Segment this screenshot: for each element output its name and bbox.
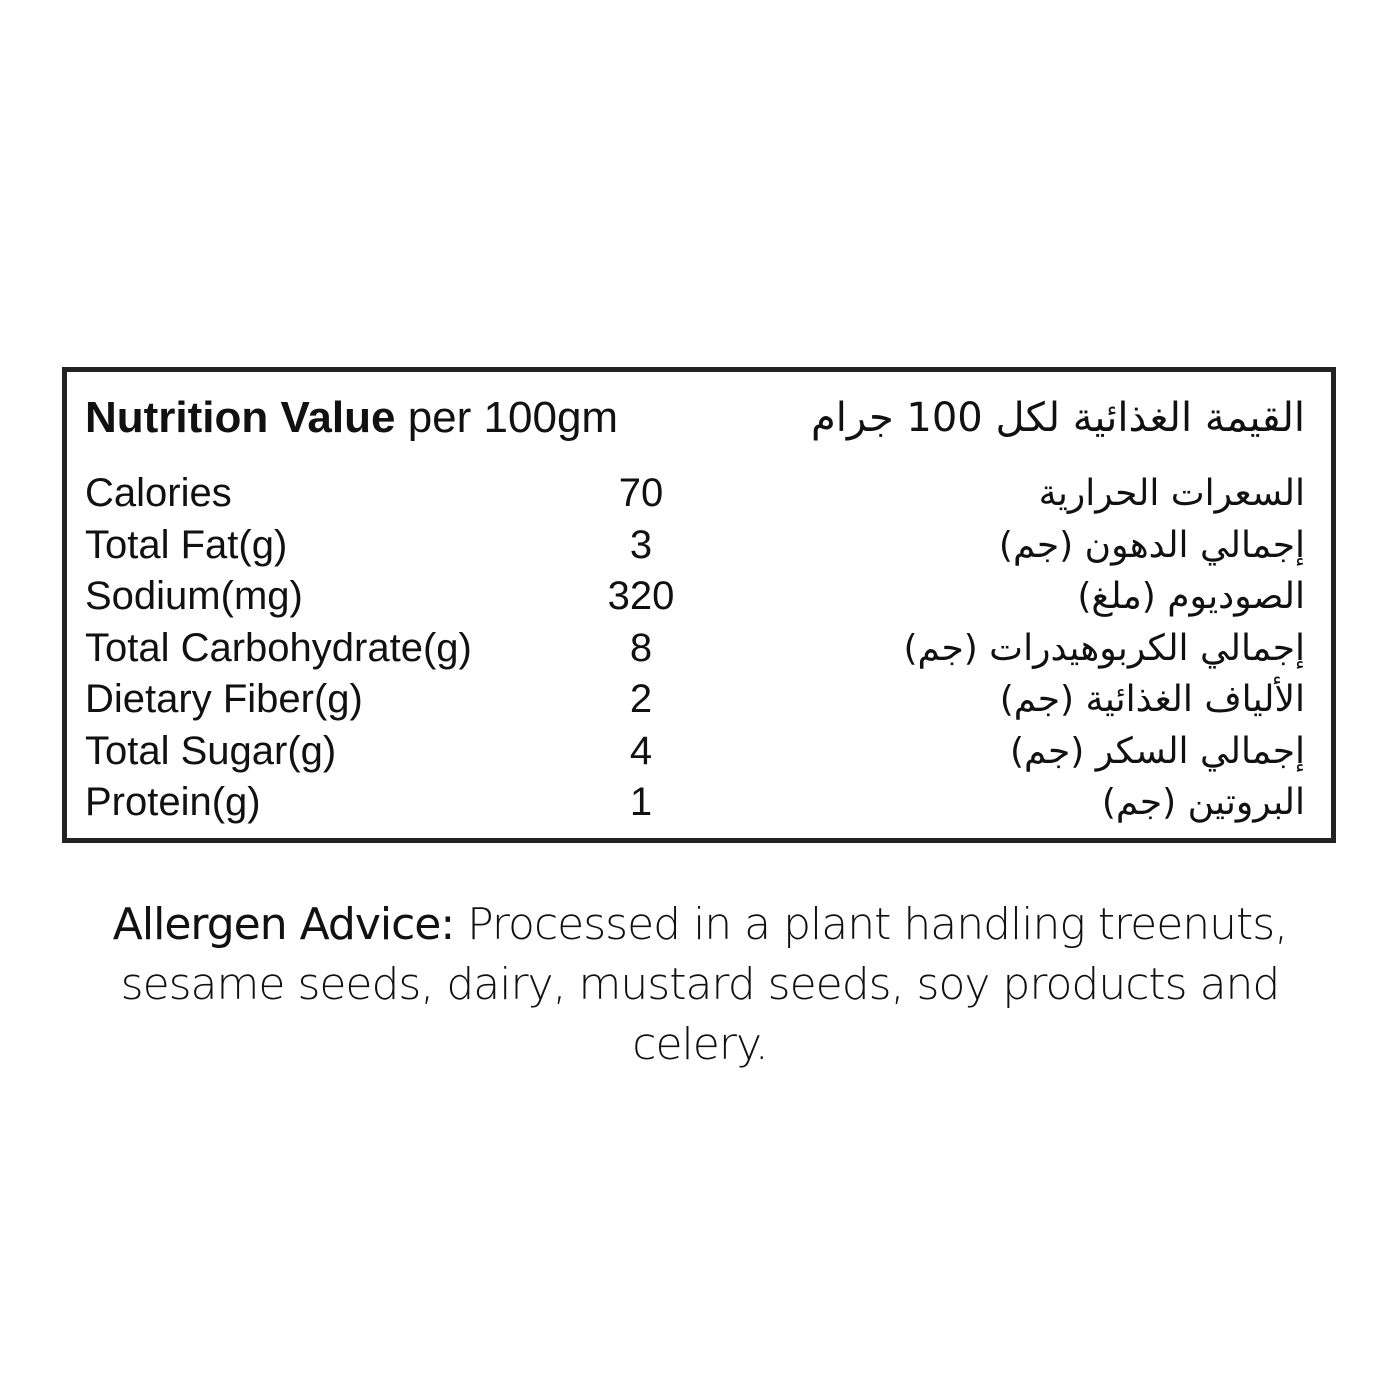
- nutrient-label-arabic: البروتين (جم): [1101, 782, 1305, 823]
- nutrient-label: Protein(g): [85, 780, 261, 824]
- nutrient-label: Dietary Fiber(g): [85, 677, 363, 721]
- nutrient-label: Sodium(mg): [85, 574, 303, 618]
- allergen-text-1: Processed in a plant handling treenuts,: [454, 899, 1288, 950]
- nutrient-label-arabic: السعرات الحرارية: [1038, 473, 1305, 514]
- nutrient-label-arabic: إجمالي السكر (جم): [1009, 730, 1305, 772]
- nutrient-value: 3: [629, 522, 653, 567]
- allergen-line-1: [60, 895, 1340, 955]
- nutrient-label: Total Fat(g): [85, 522, 288, 567]
- nutrient-label-arabic: إجمالي الدهون (جم): [998, 524, 1305, 566]
- nutrition-row-total-carbohydrate: [85, 623, 1305, 675]
- nutrient-value: 8: [629, 625, 653, 670]
- nutrition-rows: [85, 468, 1305, 829]
- nutrient-label: Calories: [85, 471, 232, 515]
- nutrient-label-arabic: الصوديوم (ملغ): [1077, 576, 1305, 617]
- nutrient-label: Total Sugar(g): [85, 728, 337, 773]
- nutrient-value: 2: [629, 677, 653, 721]
- nutrition-title-row: [85, 390, 1305, 446]
- nutrient-label: Total Carbohydrate(g): [85, 625, 472, 670]
- allergen-line-2: sesame seeds, dairy, mustard seeds, soy products and celery.: [120, 959, 1280, 1070]
- nutrient-value: 70: [618, 471, 664, 515]
- nutrition-row-total-fat: [85, 520, 1305, 572]
- nutrient-label-arabic: إجمالي الكربوهيدرات (جم): [903, 627, 1305, 669]
- allergen-heading: Allergen Advice:: [112, 899, 455, 950]
- nutrition-row-dietary-fiber: [85, 674, 1305, 726]
- nutrition-row-total-sugar: [85, 726, 1305, 778]
- nutrient-value: 4: [629, 728, 653, 773]
- nutrition-title-arabic: القيمة الغذائية لكل 100 جرام: [811, 395, 1305, 441]
- nutrient-value: 1: [629, 780, 653, 824]
- nutrition-row-protein: [85, 777, 1305, 829]
- nutrient-label-arabic: الألياف الغذائية (جم): [999, 679, 1305, 720]
- nutrition-title: [85, 390, 618, 446]
- allergen-advice: [60, 895, 1340, 1075]
- nutrition-title-rest: per 100gm: [395, 393, 619, 442]
- nutrient-value: 320: [607, 574, 675, 618]
- nutrition-row-calories: [85, 468, 1305, 520]
- nutrition-table: [62, 367, 1336, 843]
- nutrition-row-sodium: [85, 571, 1305, 623]
- nutrition-title-bold: Nutrition Value: [85, 393, 396, 442]
